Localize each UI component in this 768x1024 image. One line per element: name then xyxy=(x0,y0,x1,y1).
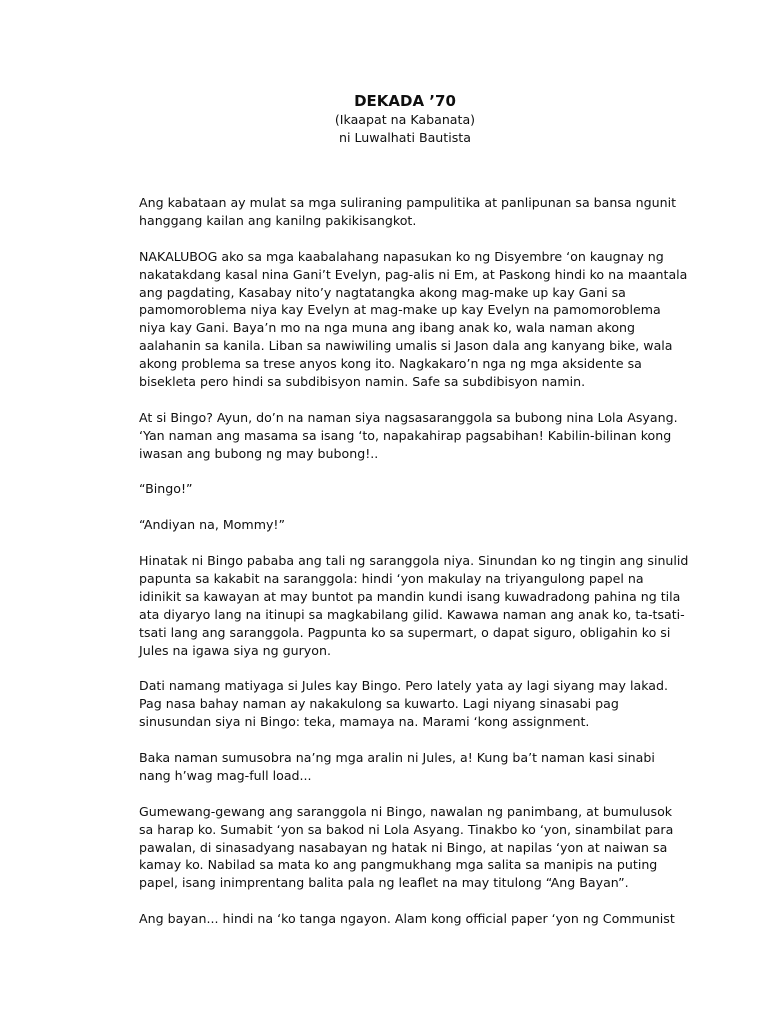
paragraph-line: ang pagdating, Kasabay nito’y nagtatangka akong mag-make up kay Gani sa xyxy=(139,284,626,300)
paragraph xyxy=(139,516,669,534)
paragraph-line: pamomoroblema niya kay Evelyn at mag-make up kay Evelyn na pamomoroblema xyxy=(139,302,661,318)
paragraph xyxy=(139,749,669,785)
author-byline: ni Luwalhati Bautista xyxy=(339,130,471,145)
paragraph-line: ‘Yan naman ang masama sa isang ‘to, napakahirap pagsabihan! Kabilin-bilinan kong xyxy=(139,427,672,443)
paragraph-line: niya kay Gani. Baya’n mo na nga muna ang ibang anak ko, wala naman akong xyxy=(139,320,636,336)
paragraph-line: sa harap ko. Sumabit ‘yon sa bakod ni Lola Asyang. Tinakbo ko ‘yon, sinambilat para xyxy=(139,821,674,837)
paragraph-line: Gumewang-gewang ang saranggola ni Bingo, nawalan ng panimbang, at bumulusok xyxy=(139,803,673,819)
paragraph xyxy=(139,910,675,928)
paragraph-line: pawalan, di sinasadyang nasabayan ng hatak ni Bingo, at napilas ‘yon at naiwan sa xyxy=(139,839,668,855)
paragraph-line: bisekleta pero hindi sa subdibisyon namin. Safe sa subdibisyon namin. xyxy=(139,374,586,390)
paragraph xyxy=(139,480,669,498)
paragraph-line: nakatakdang kasal nina Gani’t Evelyn, pag-alis ni Em, at Paskong hindi ko na maantala xyxy=(139,266,688,282)
chapter-subtitle: (Ikaapat na Kabanata) xyxy=(334,112,476,127)
paragraph xyxy=(139,194,677,230)
paragraph-line: papunta sa kakabit na saranggola: hindi ‘yon makulay na triyangulong papel na xyxy=(139,570,644,586)
paragraph-line: iwasan ang bubong ng may bubong!.. xyxy=(139,445,379,461)
paragraph-line: sinusundan siya ni Bingo: teka, mamaya na. Marami ‘kong assignment. xyxy=(139,714,590,730)
document-header xyxy=(0,91,768,147)
paragraph-line: kamay ko. Nabilad sa mata ko ang pangmukhang mga salita sa manipis na puting xyxy=(139,857,658,873)
paragraph-line: Baka naman sumusobra na’ng mga aralin ni Jules, a! Kung ba’t naman kasi sinabi xyxy=(139,749,655,765)
document-title: DEKADA ’70 xyxy=(354,92,456,110)
paragraph-line: tsati lang ang saranggola. Pagpunta ko sa supermart, o dapat siguro, obligahin ko si xyxy=(139,624,671,640)
paragraph-line: Hinatak ni Bingo pababa ang tali ng saranggola niya. Sinundan ko ng tingin ang sinulid xyxy=(139,553,689,569)
paragraph-line: Ang bayan... hindi na ‘ko tanga ngayon. Alam kong official paper ‘yon ng Communist xyxy=(139,911,675,927)
paragraph-line: ata diyaryo lang na itinupi sa magkabilang gilid. Kawawa naman ang anak ko, ta-tsati- xyxy=(139,606,685,622)
paragraph xyxy=(139,552,689,659)
paragraph xyxy=(139,409,678,463)
paragraph-line: Pag nasa bahay naman ay nakakulong sa kuwarto. Lagi niyang sinasabi pag xyxy=(139,696,619,712)
paragraph-line: “Andiyan na, Mommy!” xyxy=(139,517,285,533)
paragraph-line: hanggang kailan ang kanilng pakikisangkot. xyxy=(139,212,417,228)
paragraph-line: Ang kabataan ay mulat sa mga suliraning pampulitika at panlipunan sa bansa ngunit xyxy=(139,195,677,210)
paragraph-line: Jules na igawa siya ng guryon. xyxy=(139,642,331,658)
document-body xyxy=(139,194,689,946)
paragraph-line: idinikit sa kawayan at may buntot pa mandin kundi isang kuwadradong pahina ng tila xyxy=(139,588,681,604)
paragraph xyxy=(139,677,669,731)
paragraph-line: aalahanin sa kanila. Liban sa nawiwiling umalis si Jason dala ang kanyang bike, wala xyxy=(139,338,673,354)
paragraph-line: nang h’wag mag-full load... xyxy=(139,767,312,783)
paragraph-line: NAKALUBOG ako sa mga kaabalahang napasukan ko ng Disyembre ‘on kaugnay ng xyxy=(139,248,664,264)
paragraph-line: At si Bingo? Ayun, do’n na naman siya nagsasaranggola sa bubong nina Lola Asyang. xyxy=(139,409,678,425)
paragraph-line: akong problema sa trese anyos kong ito. Nagkakaro’n nga ng mga aksidente sa xyxy=(139,356,642,372)
paragraph-line: “Bingo!” xyxy=(139,481,193,497)
paragraph-line: Dati namang matiyaga si Jules kay Bingo. Pero lately yata ay lagi siyang may lakad. xyxy=(139,678,668,694)
paragraph-line: papel, isang inimprentang balita pala ng leaflet na may titulong “Ang Bayan”. xyxy=(139,875,629,891)
paragraph xyxy=(139,803,674,893)
paragraph xyxy=(139,248,688,391)
